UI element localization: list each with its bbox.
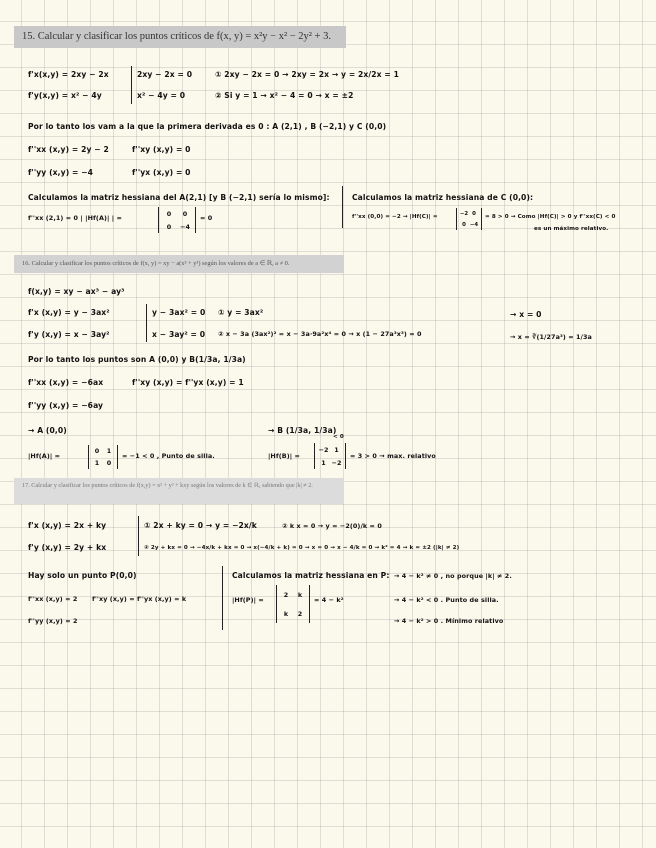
exercise-17-banner: 17. Calcular y clasificar los puntos críticos de f(x,y) = x² + y² + kxy según los valores de k ∈ ℝ, sabiendo que |k| ≠ 2. — [14, 478, 344, 504]
ex16-fxx: f''xx (x,y) = −6ax — [28, 378, 104, 387]
ex17-only-point: Hay solo un punto P(0,0) — [28, 571, 137, 580]
ex17-partial-x: f'x (x,y) = 2x + ky — [28, 521, 107, 530]
hessian-matrix-a: 0 1 1 0 — [88, 445, 118, 469]
ex17-equation-2: ② 2y + kx = 0 → −4x/k + kx = 0 → x(−4/k + k) = 0 → x = 0 → x − 4/k = 0 → k² = 4 → k = ±2 (|k| ≠ 2) — [144, 545, 460, 551]
ex16-fxy: f''xy (x,y) = f''yx (x,y) = 1 — [132, 378, 244, 387]
ex15-solution-2: ② Si y = 1 → x² − 4 = 0 → x = ±2 — [215, 91, 354, 100]
ex16-partial-y: f'y (x,y) = x − 3ay² — [28, 330, 110, 339]
column-divider — [342, 186, 343, 228]
hessian-matrix-c: −2 0 0 −4 — [456, 208, 482, 230]
ex16-root-2: → x = ∛(1/27a³) = 1/3a — [510, 333, 592, 341]
ex16-solution-2: ② x − 3a (3ax²)² = x − 3a·9a²x⁴ = 0 → x (1 − 27a³x³) = 0 — [218, 330, 422, 338]
ex15-partial-x: f'x(x,y) = 2xy − 2x — [28, 70, 109, 79]
ex16-critical-points: Por lo tanto los puntos son A (0,0) y B(1/3a, 1/3a) — [28, 355, 246, 364]
ex16-case-b: → B (1/3a, 1/3a) — [268, 426, 337, 435]
ex15-solution-1: ① 2xy − 2x = 0 → 2xy = 2x → y = 2x/2x = 1 — [215, 70, 400, 79]
ex17-case-2: → 4 − k² < 0 . Punto de silla. — [394, 596, 499, 604]
ex16-hessian-b-result: = 3 > 0 → max. relativo — [350, 452, 436, 460]
ex15-hessian-c-conclusion: es un máximo relativo. — [534, 226, 609, 232]
column-divider — [222, 566, 223, 630]
ex15-hessian-a-result: = 0 — [200, 214, 213, 222]
ex16-root-1: → x = 0 — [510, 310, 542, 319]
system-brace — [131, 66, 132, 104]
ex17-hessian-p-result: = 4 − k² — [314, 596, 344, 604]
ex17-hessian-p: |Hf(P)| = — [232, 596, 264, 604]
ex15-equation-1: 2xy − 2x = 0 — [137, 70, 193, 79]
ex16-case-a: → A (0,0) — [28, 426, 67, 435]
ex17-equation-1: ① 2x + ky = 0 → y = −2x/k — [144, 521, 257, 530]
ex15-hessian-c-result: = 8 > 0 → Como |Hf(C)| > 0 y f''xx(C) < 0 — [485, 214, 616, 220]
ex15-equation-2: x² − 4y = 0 — [137, 91, 186, 100]
hessian-matrix-a: 0 0 0 −4 — [158, 207, 196, 233]
ex16-hessian-a-result: = −1 < 0 , Punto de silla. — [122, 452, 215, 460]
ex16-hessian-a: |Hf(A)| = — [28, 452, 61, 460]
exercise-15-banner: 15. Calcular y clasificar los puntos críticos de f(x, y) = x²y − x² − 2y² + 3. — [14, 26, 346, 48]
ex17-case-3: → 4 − k² > 0 . Mínimo relativo — [394, 617, 504, 625]
ex17-fxx: f''xx (x,y) = 2 — [28, 595, 78, 603]
ex17-hessian-title: Calculamos la matriz hessiana en P: — [232, 571, 390, 580]
ex15-hessian-a-eval: f''xx (2,1) = 0 | |Hf(A)| | = — [28, 214, 122, 222]
ex16-hessian-b-note: < 0 — [333, 434, 344, 440]
ex17-fxy: f''xy (x,y) = f''yx (x,y) = k — [92, 595, 187, 603]
system-brace — [146, 304, 147, 342]
ex16-equation-2: x − 3ay² = 0 — [152, 330, 206, 339]
ex16-function: f(x,y) = xy − ax³ − ay³ — [28, 287, 125, 296]
ex17-equation-1b: ② k x = 0 → y = −2(0)/k = 0 — [282, 522, 382, 530]
ex16-partial-x: f'x (x,y) = y − 3ax² — [28, 308, 110, 317]
ex17-fyy: f''yy (x,y) = 2 — [28, 617, 78, 625]
hessian-matrix-p: 2 k k 2 — [276, 585, 310, 623]
ex17-case-1: → 4 − k² ≠ 0 , no porque |k| ≠ 2. — [394, 572, 512, 580]
hessian-matrix-b: −2 1 1 −2 — [314, 443, 346, 469]
system-brace — [138, 516, 139, 556]
ex15-critical-points: Por lo tanto los vam a la que la primera derivada es 0 : A (2,1) , B (−2,1) y C (0,0) — [28, 122, 387, 131]
ex15-fxy: f''xy (x,y) = 0 — [132, 145, 191, 154]
ex15-hessian-c-eval: f''xx (0,0) = −2 → |Hf(C)| = — [352, 214, 438, 220]
exercise-16-banner: 16. Calcular y clasificar los puntos críticos de f(x, y) = xy − a(x³ + y³) según los valores de a ∈ ℝ, a ≠ 0. — [14, 255, 344, 273]
ex15-fxx: f''xx (x,y) = 2y − 2 — [28, 145, 109, 154]
ex16-equation-1: y − 3ax² = 0 — [152, 308, 206, 317]
ex16-fyy: f''yy (x,y) = −6ay — [28, 401, 104, 410]
ex16-hessian-b: |Hf(B)| = — [268, 452, 300, 460]
ex15-fyx: f''yx (x,y) = 0 — [132, 168, 191, 177]
ex17-partial-y: f'y (x,y) = 2y + kx — [28, 543, 107, 552]
ex16-solution-1: ① y = 3ax² — [218, 308, 264, 317]
ex15-hessian-c-title: Calculamos la matriz hessiana de C (0,0): — [352, 193, 534, 202]
ex15-fyy: f''yy (x,y) = −4 — [28, 168, 94, 177]
ex15-hessian-a-title: Calculamos la matriz hessiana del A(2,1) [y B (−2,1) sería lo mismo]: — [28, 193, 330, 202]
ex15-partial-y: f'y(x,y) = x² − 4y — [28, 91, 102, 100]
